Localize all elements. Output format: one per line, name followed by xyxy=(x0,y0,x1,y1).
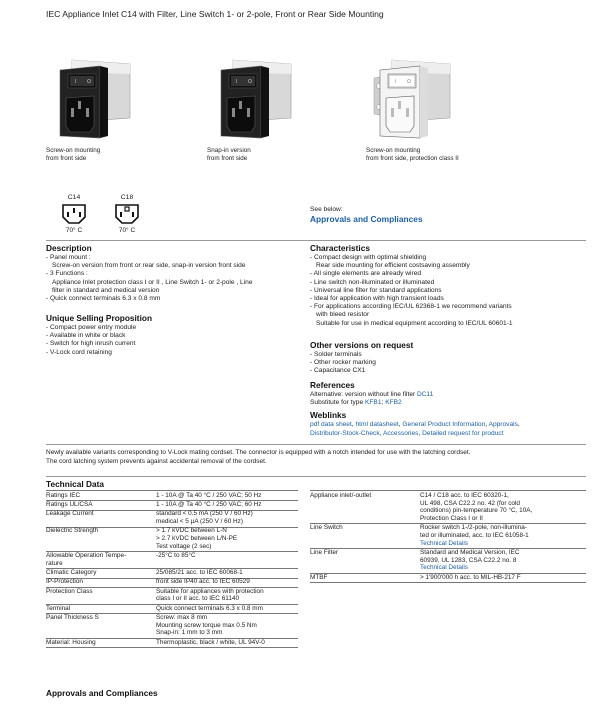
description-line: - Quick connect terminals 6.3 x 0.8 mm xyxy=(46,295,161,303)
spec-label xyxy=(46,501,150,509)
connector-label: C18 xyxy=(120,194,134,201)
connector-temp: 70° C xyxy=(65,227,83,234)
characteristics-line: Rear side mounting for efficient costsaving assembly xyxy=(316,262,470,270)
spec-label xyxy=(46,569,150,577)
product-caption: Screw-on mounting xyxy=(46,147,101,154)
product-image xyxy=(207,52,297,142)
description-line: filter in standard and medical version xyxy=(52,286,160,294)
spec-value-line: standard < 0.5 mA (250 V / 60 Hz) xyxy=(156,510,253,518)
spec-value xyxy=(156,552,196,560)
approvals-heading: Approvals and Compliances xyxy=(46,688,158,698)
spec-label xyxy=(46,639,150,647)
spec-value-line: Protection Class I or II xyxy=(420,514,483,522)
spec-value xyxy=(420,492,532,523)
spec-row xyxy=(46,587,298,605)
spec-row xyxy=(310,491,586,524)
weblink[interactable]: html datasheet xyxy=(355,421,399,428)
usp-line: - Compact power entry module xyxy=(46,324,137,331)
svg-text:I: I xyxy=(395,79,397,85)
usp-line: - V-Lock cord retaining xyxy=(46,348,112,356)
spec-value-line: Mounting screw torque max 0.5 Nm xyxy=(156,621,257,629)
spec-value-line: > 1'900'000 h acc. to MIL-HB-217 F xyxy=(420,573,521,581)
spec-row xyxy=(310,573,586,583)
characteristics-line: - Compact design with optimal shielding xyxy=(310,254,427,261)
approvals-link[interactable]: Approvals and Compliances xyxy=(310,214,423,224)
spec-label xyxy=(46,614,150,622)
spec-label-line: Leakage Current xyxy=(46,510,94,518)
usp-heading: Unique Selling Proposition xyxy=(46,313,153,323)
spec-value-line: Quick connect terminals 6.3 x 0.8 mm xyxy=(156,604,263,612)
spec-value-line: 1 - 10A @ Ta 40 °C / 250 VAC; 60 Hz xyxy=(156,501,262,509)
references-heading: References xyxy=(310,380,355,390)
weblinks-line-2 xyxy=(310,430,504,438)
spec-value-line: medical < 5 µA (250 V / 60 Hz) xyxy=(156,518,243,526)
characteristics-line: - All single elements are already wired xyxy=(310,270,422,278)
weblink[interactable]: Accessories xyxy=(382,430,419,437)
see-below-text: See below: xyxy=(310,206,343,213)
description-line: - 3 Functions : xyxy=(46,270,88,278)
svg-text:I: I xyxy=(75,79,77,85)
svg-text:O: O xyxy=(407,79,411,85)
other-version-line: - Capacitance CX1 xyxy=(310,367,366,375)
spec-row xyxy=(310,523,586,549)
spec-label xyxy=(46,552,150,567)
spec-label-line: IP-Protection xyxy=(46,578,83,586)
spec-label xyxy=(46,605,150,613)
product-caption: from front side xyxy=(46,155,87,162)
spec-row xyxy=(46,527,298,553)
spec-value-line: Suitable for appliances with protection xyxy=(156,587,264,595)
other-versions-heading: Other versions on request xyxy=(310,340,414,350)
connector-icon xyxy=(113,203,141,225)
characteristics-line: - Universal line filter for standard applications xyxy=(310,286,442,294)
spec-row xyxy=(46,551,298,569)
usp-line: - Available in white or black xyxy=(46,332,126,340)
spec-value-line: 60939, UL 1283, CSA C22.2 no. 8 xyxy=(420,556,517,564)
weblink-separator: , xyxy=(485,421,489,428)
description-heading: Description xyxy=(46,243,92,253)
technical-details-link[interactable]: Technical Details xyxy=(420,539,468,547)
divider xyxy=(46,444,586,445)
spec-label-line: Terminal xyxy=(46,604,71,612)
spec-value-line: > 2.7 kVDC between L/N-PE xyxy=(156,535,238,543)
characteristics-line: - Ideal for application with high transient loads xyxy=(310,295,444,303)
spec-value-line: Thermoplastic, black / white, UL 94V-0 xyxy=(156,638,265,646)
spec-value-line: UL 498, CSA C22.2 no. 42 (for cold xyxy=(420,499,520,507)
spec-value-line: > 1.7 kVDC between L-N xyxy=(156,527,227,535)
svg-text:I: I xyxy=(236,79,238,85)
product-image xyxy=(46,52,136,142)
weblink[interactable]: pdf data sheet xyxy=(310,421,352,428)
description-line: Screw-on version from front or rear side, snap-in version front side xyxy=(52,262,246,270)
spec-value-line: Rocker switch 1-/2-pole, non-illumina- xyxy=(420,524,527,532)
spec-value-line: class I or II acc. to IEC 61140 xyxy=(156,595,239,603)
spec-value-line: 25/085/21 acc. to IEC 60068-1 xyxy=(156,569,243,577)
spec-label xyxy=(310,549,414,557)
spec-label xyxy=(310,492,414,500)
spec-label-line: Panel Thickness S xyxy=(46,613,99,621)
spec-label-line: MTBF xyxy=(310,573,328,581)
weblink[interactable]: Approvals xyxy=(488,421,518,428)
other-version-line: - Solder terminals xyxy=(310,351,362,358)
divider xyxy=(46,476,586,477)
notice-line-2: The cord latching system prevents against accidental removal of the cordset. xyxy=(46,458,267,465)
weblinks-line-1 xyxy=(310,421,520,429)
technical-table-right xyxy=(310,490,586,611)
svg-text:O: O xyxy=(248,79,252,85)
product-caption: Snap-in version xyxy=(207,147,251,154)
spec-label xyxy=(46,588,150,596)
spec-value xyxy=(156,527,237,550)
spec-value xyxy=(156,588,264,603)
spec-label-line: Allowable Operation Tempe- xyxy=(46,552,127,560)
spec-label-line: Material: Housing xyxy=(46,638,96,646)
spec-value xyxy=(156,605,263,613)
spec-value xyxy=(156,614,257,637)
product-caption: from front side, protection class II xyxy=(366,155,459,162)
characteristics-line: - Line switch non-illuminated or illuminated xyxy=(310,278,435,286)
weblink-separator: , xyxy=(398,421,403,428)
spec-label xyxy=(46,510,150,518)
spec-row xyxy=(310,548,586,574)
spec-value xyxy=(420,574,521,582)
description-text xyxy=(46,254,301,303)
characteristics-heading: Characteristics xyxy=(310,243,370,253)
connector-label: C14 xyxy=(67,194,81,201)
spec-label xyxy=(46,492,150,500)
description-line: - Panel mount : xyxy=(46,254,91,261)
spec-row xyxy=(46,638,298,648)
divider xyxy=(46,240,586,241)
spec-value xyxy=(420,524,529,547)
spec-value xyxy=(156,492,261,500)
weblink-separator: , xyxy=(351,421,356,428)
spec-value-line: front side IP40 acc. to IEC 60529 xyxy=(156,578,250,586)
product-caption: Screw-on mounting xyxy=(366,147,421,154)
weblink[interactable]: Detailed request for product xyxy=(422,430,504,437)
spec-value-line: Snap-in: 1 mm to 3 mm xyxy=(156,629,223,637)
spec-label-line: Appliance inlet/-outlet xyxy=(310,491,372,499)
spec-value xyxy=(156,639,265,647)
spec-value xyxy=(420,549,519,572)
usp-text xyxy=(46,324,301,357)
weblink-separator: , xyxy=(517,421,520,428)
product-caption: from front side xyxy=(207,155,248,162)
spec-label xyxy=(310,524,414,532)
weblinks-heading: Weblinks xyxy=(310,410,347,420)
weblink-separator: , xyxy=(379,430,383,437)
spec-value xyxy=(156,501,261,509)
spec-label xyxy=(46,578,150,586)
spec-label xyxy=(310,574,414,582)
spec-label-line: Ratings UL/CSA xyxy=(46,501,93,509)
technical-table-left xyxy=(46,490,298,681)
spec-value-line: 1 - 10A @ Ta 40 °C / 250 VAC; 50 Hz xyxy=(156,491,262,499)
characteristics-line: with bleed resistor xyxy=(316,311,370,319)
spec-value xyxy=(156,578,250,586)
spec-value-line: Test voltage (2 sec) xyxy=(156,542,212,550)
spec-label-line: Ratings IEC xyxy=(46,491,81,499)
kfb2-link[interactable]: KFB2 xyxy=(385,399,402,406)
connector-temp: 70° C xyxy=(118,227,136,234)
spec-value xyxy=(156,510,253,525)
spec-row xyxy=(46,613,298,639)
weblink-separator: , xyxy=(418,430,423,437)
kfb1-link[interactable]: KFB1 xyxy=(365,399,382,406)
spec-label-line: Dielectric Strength xyxy=(46,527,99,535)
spec-value-line: -25°C to 85°C xyxy=(156,552,196,560)
notice-line-1: Newly available variants corresponding to V-Lock mating cordset. The connector is equipped with a notch intended for use with the latching cordset. xyxy=(46,449,471,456)
connector-icon xyxy=(60,203,88,225)
description-line: Appliance Inlet protection class I or II , Line Switch 1- or 2-pole , Line xyxy=(52,278,253,286)
other-versions-text xyxy=(310,351,585,376)
dc11-link[interactable]: DC11 xyxy=(417,391,434,398)
spec-row xyxy=(46,510,298,528)
reference-substitute xyxy=(310,399,402,407)
svg-text:O: O xyxy=(87,79,91,85)
spec-value-line: ted or illuminated, acc. to IEC 61058-1 xyxy=(420,531,529,539)
characteristics-line: - For applications according IEC/UL 62368-1 we recommend variants xyxy=(310,303,512,311)
spec-label xyxy=(46,527,150,535)
usp-line: - Switch for high inrush current xyxy=(46,340,136,348)
reference-alternative xyxy=(310,391,433,399)
substitute-label: Substitute for type xyxy=(310,399,364,406)
alternative-label: Alternative: version without line filter xyxy=(310,391,416,398)
spec-value-line: Standard and Medical Version, IEC xyxy=(420,548,520,556)
characteristics-line: Suitable for use in medical equipment according to IEC/UL 60601-1 xyxy=(316,319,513,327)
weblink[interactable]: Distributor-Stock-Check xyxy=(310,430,380,437)
spec-value xyxy=(156,569,243,577)
spec-label-line: rature xyxy=(46,559,63,567)
characteristics-text xyxy=(310,254,585,328)
technical-data-heading: Technical Data xyxy=(46,479,104,489)
other-version-line: - Other rocker marking xyxy=(310,359,376,367)
spec-label-line: Line Filter xyxy=(310,548,339,556)
page-title: IEC Appliance Inlet C14 with Filter, Line Switch 1- or 2-pole, Front or Rear Side Mounting xyxy=(46,9,384,19)
substitute-separator: ; xyxy=(381,399,384,406)
spec-label-line: Protection Class xyxy=(46,587,93,595)
spec-value-line: C14 / C18 acc. to IEC 60320-1, xyxy=(420,491,509,499)
product-image xyxy=(366,52,456,142)
weblink[interactable]: General Product Information xyxy=(402,421,486,428)
spec-label-line: Climatic Category xyxy=(46,569,97,577)
spec-value-line: Screw: max 8 mm xyxy=(156,613,208,621)
spec-value-line: conditions) pin-temperature 70 °C, 10A, xyxy=(420,507,533,515)
technical-details-link[interactable]: Technical Details xyxy=(420,564,468,572)
spec-label-line: Line Switch xyxy=(310,524,343,532)
